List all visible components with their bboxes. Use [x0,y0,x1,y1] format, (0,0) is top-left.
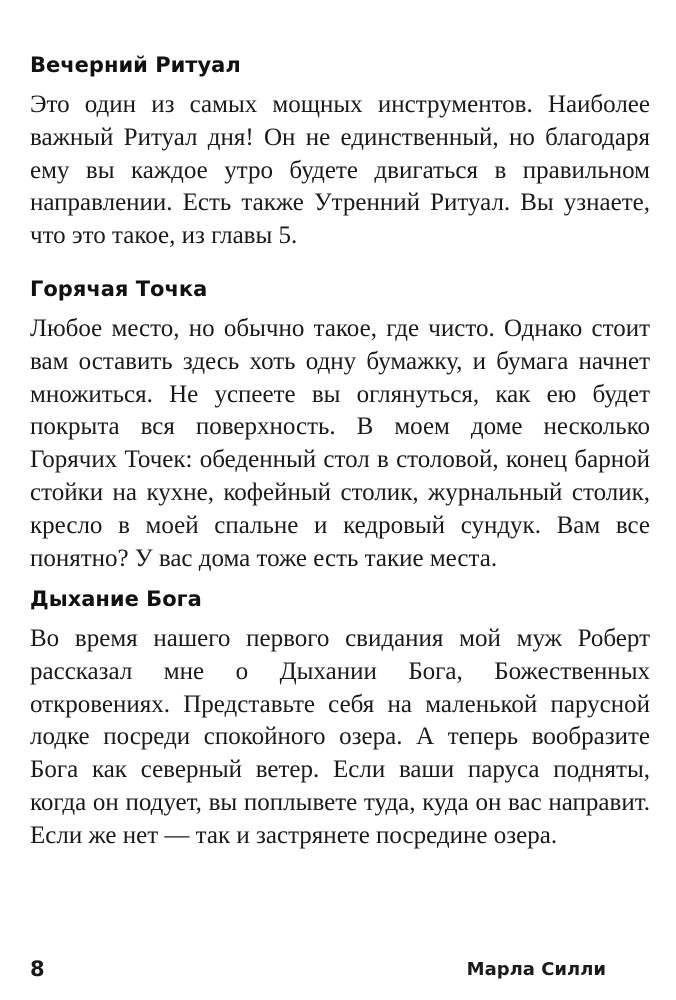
section-breath-of-god [30,585,650,853]
section-paragraph: Это один из самых мощных инструментов. Наиболее важный Ритуал дня! Он не единственный, но благодаря ему вы каждое утро будете двигаться в правильном направлении. Есть также Утренний Ритуал. Вы узнаете, что это такое, из главы 5. [30,91,650,250]
page-number: 8 [30,957,45,981]
author-name: Марла Силли [466,959,606,980]
section-paragraph: Любое место, но обычно такое, где чисто. Однако стоит вам оставить здесь хоть одну бумажку, и бумага начнет множиться. Не успеете вы оглянуться, как ею будет покрыта вся поверхность. В моем доме несколько Горячих Точек: обеденный стол в столовой, конец барной стойки на кухне, кофейный столик, журнальный столик, кресло в моей спальне и кедровый сундук. Вам все понятно? У вас дома тоже есть такие места. [30,315,650,572]
section-evening-ritual [30,51,650,253]
section-heading: Дыхание Бога [30,587,202,611]
section-hot-spot [30,275,650,575]
section-paragraph: Во время нашего первого свидания мой муж Роберт рассказал мне о Дыхании Бога, Божественных откровениях. Представьте себя на маленькой парусной лодке посреди спокойного озера. А теперь вообразите Бога как северный ветер. Если ваши паруса подняты, когда он подует, вы поплывете туда, куда он вас направит. Если же нет — так и застрянете посредине озера. [30,625,650,849]
section-heading: Вечерний Ритуал [30,53,241,77]
section-heading: Горячая Точка [30,277,208,301]
